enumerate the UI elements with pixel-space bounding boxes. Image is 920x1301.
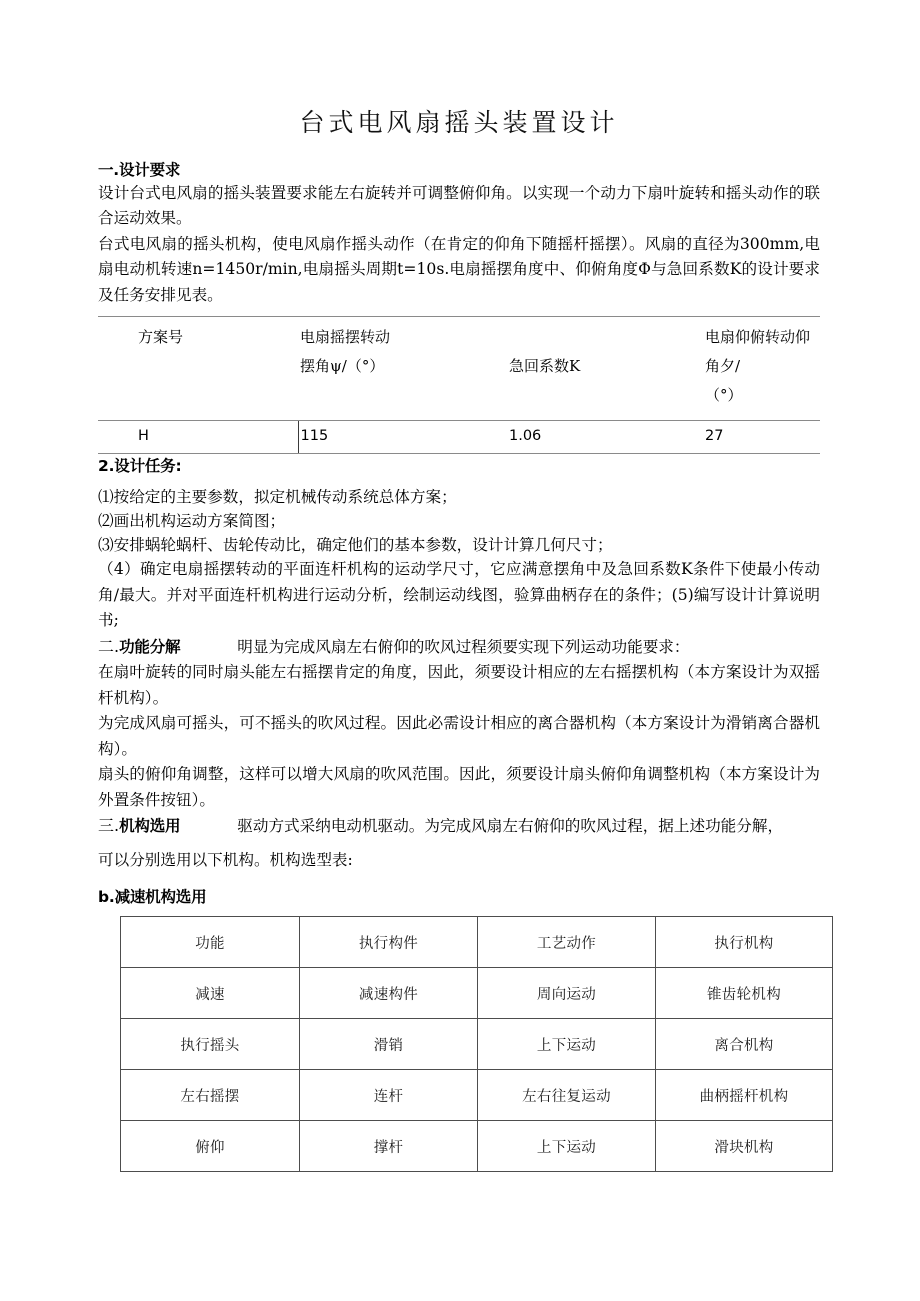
table-header-swing-angle-line1: 电扇摇摆转动 <box>300 328 391 347</box>
table-cell: 上下运动 <box>478 1121 656 1172</box>
table-header-executing-mechanism: 执行机构 <box>656 917 833 968</box>
table-cell-swing-angle-value: 115 <box>298 421 503 454</box>
table-header-k-factor <box>503 317 703 421</box>
paragraph-mechanism-selection: 可以分别选用以下机构。机构选型表: <box>98 850 353 869</box>
spacer <box>98 308 820 316</box>
section-lead-function-decomposition: 明显为完成风扇左右俯仰的吹风过程须要实现下列运动功能要求： <box>237 637 690 656</box>
table-header-pitch-angle-line2: （°） <box>705 386 743 405</box>
paragraph-function-2: 为完成风扇可摇头，可不摇头的吹风过程。因此必需设计相应的离合器机构（本方案设计为滑销离合器机构）。 <box>98 714 820 758</box>
table-cell: 滑销 <box>300 1019 478 1070</box>
table-row <box>121 1019 833 1070</box>
table-cell: 减速构件 <box>300 968 478 1019</box>
spacer <box>98 138 820 160</box>
table-header-process-action: 工艺动作 <box>478 917 656 968</box>
section-label-function-decomposition: 功能分解 <box>119 637 181 656</box>
table-row <box>98 421 820 454</box>
table-cell: 周向运动 <box>478 968 656 1019</box>
table-cell: 左右往复运动 <box>478 1070 656 1121</box>
spacer <box>98 477 820 485</box>
spacer-line <box>509 323 703 352</box>
spacer <box>98 873 820 887</box>
table-header-row <box>98 317 820 421</box>
table-cell: 滑块机构 <box>656 1121 833 1172</box>
table-cell: 执行摇头 <box>121 1019 300 1070</box>
section-heading-design-requirements: 一.设计要求 <box>98 161 181 179</box>
table-header-row <box>121 917 833 968</box>
table-row <box>121 1121 833 1172</box>
section-label-mechanism-selection: 机构选用 <box>119 817 181 836</box>
table-header-swing-angle <box>298 317 503 421</box>
paragraph-design-requirement-1: 设计台式电风扇的摇头装置要求能左右旋转并可调整俯仰角。以实现一个动力下扇叶旋转和摇头动作的联合运动效果。 <box>98 183 820 228</box>
section-heading-mechanism-selection <box>98 813 820 840</box>
section-number-three: 三. <box>98 816 120 836</box>
page-title: 台式电风扇摇头装置设计 <box>299 108 619 137</box>
document-content <box>98 0 820 1172</box>
mechanism-selection-table <box>120 916 833 1172</box>
table-cell-scheme-value: H <box>98 421 298 454</box>
section-number-two: 二. <box>98 636 120 656</box>
table-cell: 连杆 <box>300 1070 478 1121</box>
table-row <box>121 968 833 1019</box>
spacer <box>98 840 820 848</box>
table-header-scheme: 方案号 <box>98 317 298 421</box>
table-row <box>121 1070 833 1121</box>
spacer <box>98 908 820 916</box>
task-item-1: ⑴按给定的主要参数，拟定机械传动系统总体方案； <box>98 488 457 507</box>
paragraph-function-3: 扇头的俯仰角调整，这样可以增大风扇的吹风范围。因此，须要设计扇头俯仰角调整机构（本方案设计为外置条件按钮）。 <box>98 765 820 809</box>
table-cell-pitch-angle-value: 27 <box>703 421 820 454</box>
table-header-k-factor-label: 急回系数K <box>509 357 581 376</box>
table-header-swing-angle-line2: 摆角ψ/（°） <box>300 357 385 376</box>
table-cell-k-factor-value: 1.06 <box>503 421 703 454</box>
table-cell: 撑杆 <box>300 1121 478 1172</box>
table-cell: 减速 <box>121 968 300 1019</box>
section-heading-design-tasks: 2.设计任务: <box>98 457 182 476</box>
section-lead-mechanism-selection: 驱动方式采纳电动机驱动。为完成风扇左右俯仰的吹风过程，据上述功能分解， <box>237 817 784 836</box>
paragraph-function-1: 在扇叶旋转的同时扇头能左右摇摆肯定的角度，因此，须要设计相应的左右摇摆机构（本方案设计为双摇杆机构）。 <box>98 663 820 707</box>
table-cell: 上下运动 <box>478 1019 656 1070</box>
table-cell: 俯仰 <box>121 1121 300 1172</box>
task-item-4: （4）确定电扇摇摆转动的平面连杆机构的运动学尺寸，它应满意摆角中及急回系数K条件下使最小传动角/最大。并对平面连杆机构进行运动分析，绘制运动线图，验算曲柄存在的条件；(5)编写设计计算说明书; <box>98 560 820 630</box>
table-cell: 左右摇摆 <box>121 1070 300 1121</box>
table-header-executing-component: 执行构件 <box>300 917 478 968</box>
table-cell: 离合机构 <box>656 1019 833 1070</box>
table-header-function: 功能 <box>121 917 300 968</box>
table-header-pitch-angle <box>703 317 820 421</box>
task-item-2: ⑵画出机构运动方案简图； <box>98 512 286 531</box>
section-heading-function-decomposition <box>98 634 820 661</box>
task-item-3: ⑶安排蜗轮蜗杆、齿轮传动比，确定他们的基本参数，设计计算几何尺寸； <box>98 536 613 555</box>
table-header-pitch-angle-line1: 电扇仰俯转动仰角夕/ <box>705 328 811 376</box>
parameter-table <box>98 316 820 454</box>
subheading-reduction-mechanism: b.减速机构选用 <box>98 888 207 907</box>
table-cell: 锥齿轮机构 <box>656 968 833 1019</box>
paragraph-design-requirement-2: 台式电风扇的摇头机构，使电风扇作摇头动作（在肯定的仰角下随摇杆摇摆）。风扇的直径为300mm,电扇电动机转速n=1450r/min,电扇摇头周期t=10s.电扇摇摆角度中、仰俯角度Φ与急回系数K的设计要求及任务安排见表。 <box>98 234 820 304</box>
table-cell: 曲柄摇杆机构 <box>656 1070 833 1121</box>
